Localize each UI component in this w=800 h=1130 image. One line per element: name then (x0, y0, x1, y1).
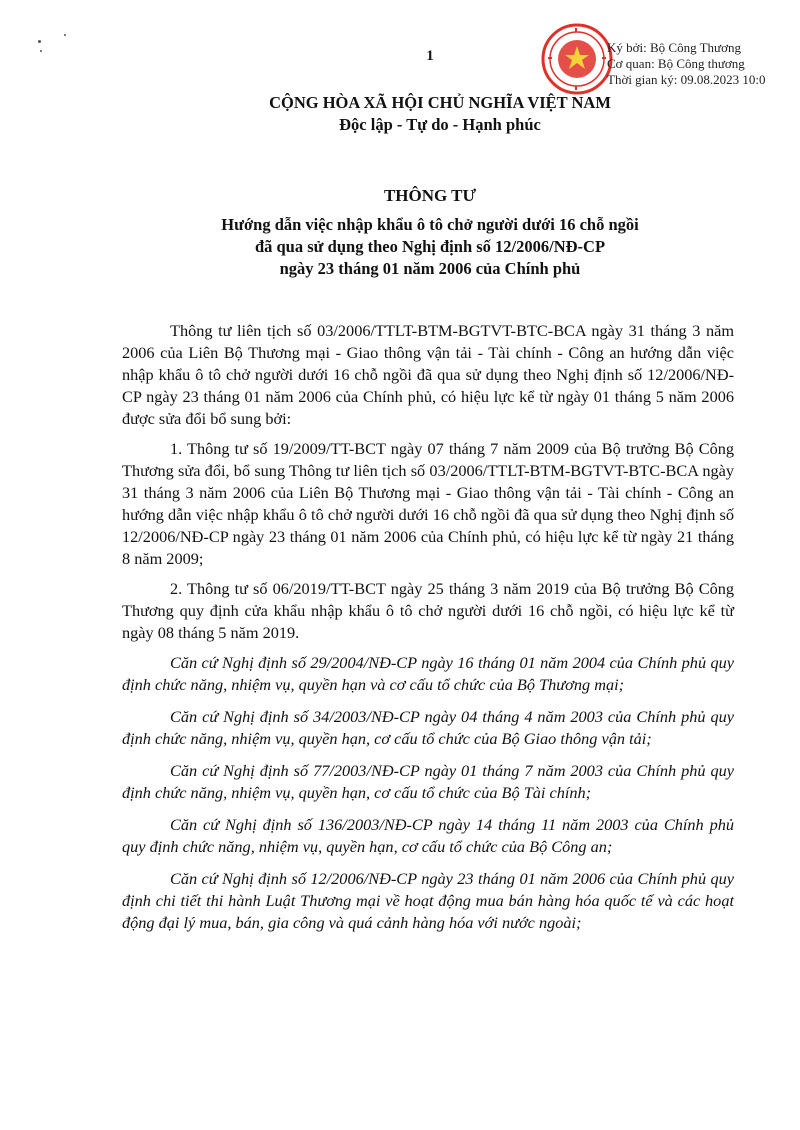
amendment-item: 2. Thông tư số 06/2019/TT-BCT ngày 25 tháng 3 năm 2019 của Bộ trưởng Bộ Công Thương quy định cửa khẩu nhập khẩu ô tô chở người dưới 16 chỗ ngồi, có hiệu lực kể từ ngày 08 tháng 5 năm 2019. (122, 579, 734, 642)
legal-basis: Căn cứ Nghị định số 77/2003/NĐ-CP ngày 01 tháng 7 năm 2003 của Chính phủ quy định chức năng, nhiệm vụ, quyền hạn, cơ cấu tổ chức của Bộ Tài chính; (122, 761, 734, 802)
signing-time: Thời gian ký: 09.08.2023 10:0 (607, 72, 766, 87)
legal-basis: Căn cứ Nghị định số 12/2006/NĐ-CP ngày 23 tháng 01 năm 2006 của Chính phủ quy định chi tiết thi hành Luật Thương mại về hoạt động mua bán hàng hóa quốc tế và các hoạt động đại lý mua, bán, gia công và quá cảnh hàng hóa với nước ngoài; (122, 869, 734, 932)
document-type: THÔNG TƯ (383, 186, 477, 205)
signature-info (607, 40, 766, 88)
legal-basis: Căn cứ Nghị định số 29/2004/NĐ-CP ngày 16 tháng 01 năm 2004 của Chính phủ quy định chức năng, nhiệm vụ, quyền hạn và cơ cấu tổ chức của Bộ Thương mại; (122, 653, 734, 694)
signed-by: Ký bởi: Bộ Công Thương (607, 40, 741, 55)
title-line: đã qua sử dụng theo Nghị định số 12/2006/NĐ-CP (254, 237, 606, 256)
document-body (122, 320, 734, 944)
scan-speck (38, 40, 41, 43)
intro-paragraph: Thông tư liên tịch số 03/2006/TTLT-BTM-BGTVT-BTC-BCA ngày 31 tháng 3 năm 2006 của Liên Bộ Thương mại - Giao thông vận tải - Tài chính - Công an hướng dẫn việc nhập khẩu ô tô chở người dưới 16 chỗ ngồi đã qua sử dụng theo Nghị định số 12/2006/NĐ-CP ngày 23 tháng 01 năm 2006 của Chính phủ, có hiệu lực kể từ ngày 01 tháng 5 năm 2006 được sửa đổi bổ sung bởi: (122, 321, 734, 428)
document-title (0, 214, 800, 280)
national-motto: Độc lập - Tự do - Hạnh phúc (339, 115, 541, 134)
title-line: ngày 23 tháng 01 năm 2006 của Chính phủ (279, 259, 581, 278)
signing-agency: Cơ quan: Bộ Công thương (607, 56, 745, 71)
title-line: Hướng dẫn việc nhập khẩu ô tô chở người dưới 16 chỗ ngồi (221, 215, 639, 234)
legal-basis: Căn cứ Nghị định số 136/2003/NĐ-CP ngày 14 tháng 11 năm 2003 của Chính phủ quy định chức năng, nhiệm vụ, quyền hạn, cơ cấu tổ chức của Bộ Công an; (122, 815, 734, 856)
page-number: 1 (426, 48, 434, 64)
scan-speck (64, 34, 66, 36)
legal-basis: Căn cứ Nghị định số 34/2003/NĐ-CP ngày 04 tháng 4 năm 2003 của Chính phủ quy định chức năng, nhiệm vụ, quyền hạn, cơ cấu tổ chức của Bộ Giao thông vận tải; (122, 707, 734, 748)
country-name: CỘNG HÒA XÃ HỘI CHỦ NGHĨA VIỆT NAM (269, 93, 611, 112)
national-header (0, 92, 800, 136)
amendment-item: 1. Thông tư số 19/2009/TT-BCT ngày 07 tháng 7 năm 2009 của Bộ trưởng Bộ Công Thương sửa đổi, bổ sung Thông tư liên tịch số 03/2006/TTLT-BTM-BGTVT-BTC-BCA ngày 31 tháng 3 năm 2006 của Liên Bộ Thương mại - Giao thông vận tải - Tài chính - Công an hướng dẫn việc nhập khẩu ô tô chở người dưới 16 chỗ ngồi đã qua sử dụng theo Nghị định số 12/2006/NĐ-CP ngày 23 tháng 01 năm 2006 của Chính phủ, có hiệu lực kể từ ngày 21 tháng 8 năm 2009; (122, 439, 734, 568)
digital-signature-seal-icon (540, 22, 614, 96)
